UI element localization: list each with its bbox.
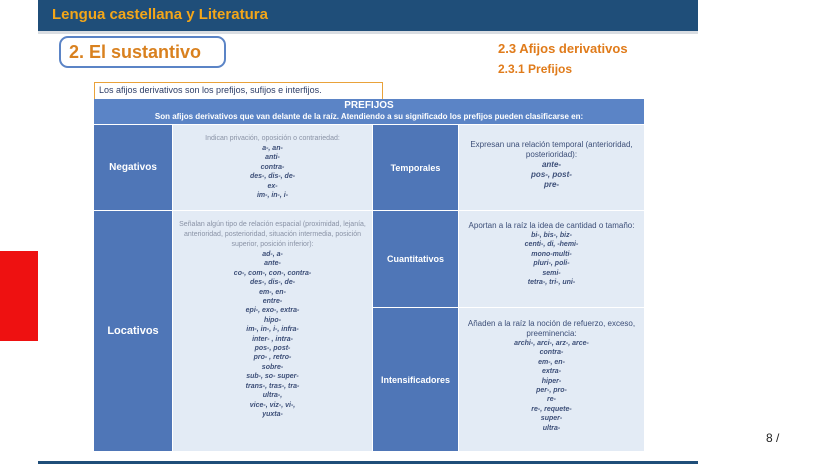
example-line: inter- , intra- <box>252 335 293 343</box>
table-header <box>94 99 644 124</box>
example-line: sobre- <box>261 363 284 371</box>
red-side-marker <box>0 251 38 341</box>
category-label: Negativos <box>109 162 157 173</box>
example-line: epi-, exo-, extra- <box>245 307 300 315</box>
example-line: im-, in-, i-, infra- <box>246 326 299 334</box>
example-line: ex- <box>267 182 278 190</box>
example-line: pluri-, poli- <box>533 260 570 268</box>
example-line: co-, com-, con-, contra- <box>233 269 312 277</box>
temporales-desc: Expresan una relación temporal (anterioridad, posterioridad): <box>470 140 633 159</box>
example-line: des-, dis-, de- <box>249 279 296 287</box>
example-line: contra- <box>539 349 564 357</box>
category-label: Temporales <box>390 162 441 173</box>
example-line: im-, in-, i- <box>256 192 289 200</box>
example-line: ultra- <box>542 424 561 432</box>
category-label: Locativos <box>107 325 159 337</box>
category-cuantitativos <box>373 211 458 307</box>
example-line: entre- <box>262 298 283 306</box>
negativos-desc: Indican privación, oposición o contrariedad: <box>205 135 340 142</box>
cuantitativos-cell <box>459 211 644 307</box>
intensificadores-desc: Añaden a la raíz la noción de refuerzo, exceso, preeminencia: <box>467 319 636 338</box>
example-line: em-, en- <box>259 288 286 296</box>
slide-title: 2. El sustantivo <box>69 42 202 62</box>
example-line: archi-, arci-, arz-, arce- <box>514 340 589 347</box>
example-line: anti- <box>265 154 280 162</box>
example-line: pre- <box>543 180 560 189</box>
intensificadores-cell <box>459 308 644 451</box>
example-line: ad-, a- <box>262 251 283 258</box>
category-intensificadores <box>373 308 458 451</box>
footer-divider <box>38 461 698 464</box>
example-line: tetra-, tri-, uni- <box>527 279 576 287</box>
example-line: hipo- <box>263 316 282 324</box>
example-line: sub-, so- super- <box>246 373 299 381</box>
category-label: Intensificadores <box>380 374 451 385</box>
slide <box>38 0 698 466</box>
table-title: PREFIJOS <box>344 100 394 111</box>
negativos-cell <box>173 125 372 210</box>
example-line: centi-, di, -hemi- <box>524 241 579 249</box>
locativos-cell <box>173 211 372 451</box>
example-line: per-, pro- <box>536 387 567 395</box>
intro-box <box>94 82 383 100</box>
example-line: pos-, post- <box>531 170 572 179</box>
example-line: semi- <box>542 269 561 277</box>
course-title: Lengua castellana y Literatura <box>52 6 268 23</box>
example-line: ante- <box>264 260 281 268</box>
category-label: Cuantitativos <box>386 254 444 264</box>
section-heading: 2.3 Afijos derivativos <box>498 41 628 56</box>
example-line: re- <box>547 396 556 404</box>
category-negativos <box>94 125 172 210</box>
example-line: pro- , retro- <box>253 354 292 362</box>
intro-text: Los afijos derivativos son los prefijos, sufijos e interfijos. <box>99 85 322 95</box>
prefijos-table <box>94 99 644 451</box>
slide-title-box <box>59 36 226 68</box>
example-line: mono-multi- <box>531 250 572 258</box>
locativos-desc: Señalan algún tipo de relación espacial (proximidad, lejanía, anterioridad, posterioridad, situación intermedia, posición superior, posición inferior): <box>179 221 366 248</box>
example-line: yuxta- <box>262 410 283 418</box>
page-number: 8 / <box>766 431 780 445</box>
example-line: trans-, tras-, tra- <box>245 382 300 390</box>
example-line: em-, en- <box>538 358 565 366</box>
example-line: a-, an- <box>262 145 283 152</box>
example-line: ultra-, <box>262 392 283 400</box>
example-line: extra- <box>541 368 562 376</box>
example-line: bi-, bis-, biz- <box>531 232 572 239</box>
example-line: contra- <box>260 163 285 171</box>
section-subheading: 2.3.1 Prefijos <box>498 62 573 76</box>
example-line: super- <box>540 415 563 423</box>
table-subtitle: Son afijos derivativos que van delante de la raíz. Atendiendo a su significado los prefijos pueden clasificarse en: <box>154 112 584 121</box>
category-locativos <box>94 211 172 451</box>
header-bar <box>38 0 698 31</box>
example-line: re-, requete- <box>531 405 572 413</box>
example-line: des-, dis-, de- <box>249 173 296 181</box>
example-line: ante- <box>541 160 562 169</box>
example-line: vice-, viz-, vi-, <box>249 401 296 409</box>
header-divider <box>38 31 698 34</box>
temporales-cell <box>459 125 644 210</box>
example-line: pos-, post- <box>254 345 291 353</box>
example-line: hiper- <box>541 377 562 385</box>
cuantitativos-desc: Aportan a la raíz la idea de cantidad o tamaño: <box>468 221 635 230</box>
category-temporales <box>373 125 458 210</box>
